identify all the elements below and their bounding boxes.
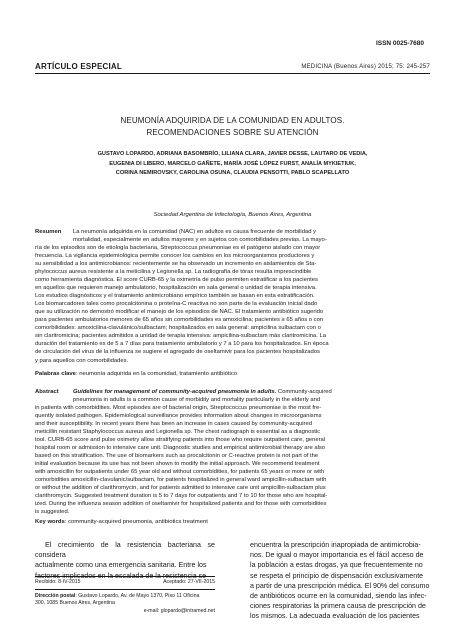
abstract-line: with amoxicillin for outpatients under 65 year old and without comorbidities, for patients 65 years or more or with bbox=[35, 469, 325, 476]
body-line: ciones respiratorias la primera causa de prescripción de bbox=[250, 602, 426, 611]
abstract-line: comorbidities amoxicillin-clavulanic/sulbactam, for patients hospitalized in general ward ampicillin-sulbactam with bbox=[35, 477, 327, 484]
resumen-line: sin claritromicina; pacientes admitidos a unidad de terapia intensiva: ampicilina-sulbactam más claritromicina. La bbox=[35, 333, 327, 340]
issn: ISSN 0025-7680 bbox=[375, 40, 424, 47]
body-line: actualmente como una emergencia sanitaria. Entre los bbox=[35, 561, 207, 570]
resumen-line: y para aquellos con comorbilidades. bbox=[35, 357, 129, 364]
author-list bbox=[35, 150, 430, 179]
body-line: nos. De igual o mayor importancia es el fácil acceso de bbox=[250, 551, 424, 560]
affiliation: Sociedad Argentina de Infectología, Buenos Aires, Argentina bbox=[153, 212, 312, 218]
resumen-line: Los biomarcadores tales como procalcitonina o proteína-C reactiva no son parte de la evaluación inicial dado bbox=[35, 301, 318, 308]
key-words-text: : community-acquired pneumonia, antibiotics treatment bbox=[64, 519, 208, 525]
dates-row bbox=[35, 579, 215, 588]
body-line: factores implicados en la escalada de la resistencia se bbox=[35, 571, 207, 580]
body-line: de antibióticos ocurre en la comunidad, siendo las infec- bbox=[250, 592, 427, 601]
body-line: los mismos. La adecuada evaluación de los pacientes bbox=[250, 612, 420, 621]
abstract-title: Guidelines for management of community-acquired pneumonia in adults. bbox=[73, 389, 277, 395]
abstract-line: meticillin resistant Staphylococcus aureus and Legionella sp. The chest radiograph is essential as a diagnostic bbox=[35, 429, 321, 436]
body-line: a partir de una prescripción médica. El 90% del consumo bbox=[250, 581, 430, 590]
abstract-line: and their susceptibility. In recent years there has been an increase in cases caused by community-acquired bbox=[35, 421, 312, 428]
abstract-block bbox=[35, 388, 430, 517]
abstract-line: is suggested. bbox=[35, 509, 70, 516]
postal-address-line bbox=[35, 593, 215, 600]
body-line: se respeta el principio de dispensación exclusivamente bbox=[250, 571, 424, 580]
abstract-line: Community-acquired bbox=[276, 389, 332, 395]
palabras-clave-label: Palabras clave bbox=[35, 371, 76, 377]
resumen-line: phylococcus aureus resistente a la meticilina y Legionella sp. La radiografía de tórax resulta imprescindible bbox=[35, 269, 312, 276]
resumen-line: como herramienta diagnóstica. El score CURB-65 y la oximetría de pulso permiten estratificar a los pacientes bbox=[35, 277, 318, 284]
resumen-line: Los estudios diagnósticos y el tratamiento antimicrobiano empírico también se basan en esta estratificación. bbox=[35, 293, 315, 300]
resumen-line: ría de los episodios son de etiología bacteriana, Streptococcus pneumoniae es el patógeno aislado con mayor bbox=[35, 245, 321, 252]
abstract-line: hospital room or admission to intensive care unit. Diagnostic studies and empirical antimicrobial therapy are also bbox=[35, 445, 326, 452]
section-label: ARTÍCULO ESPECIAL bbox=[35, 62, 122, 71]
abstract-line: pneumonia in adults is a common cause of morbidity and mortality particularly in the elderly and bbox=[73, 397, 321, 404]
resumen-label: Resumen bbox=[35, 229, 62, 235]
abstract-line: in patients with comorbidities. Most episodes are of bacterial origin, Streptococcus pneumoniae is the most fre- bbox=[35, 405, 322, 412]
abstract-first-line bbox=[35, 388, 430, 396]
resumen-line: frecuencia. La vigilancia epidemiológica permite conocer los cambios en los microorganismos productores y bbox=[35, 253, 315, 260]
resumen-line: comorbilidades: amoxicilina-clavulánico/sulbactam; hospitalizados en sala general: ampicilina sulbactam con o bbox=[35, 325, 321, 332]
key-words bbox=[35, 519, 430, 525]
abstract-line: quently isolated pathogen. Epidemiological surveillance provides information about changes in microorganisms bbox=[35, 413, 322, 420]
postal-line: 300, 1085 Buenos Aires, Argentina bbox=[35, 600, 115, 607]
resumen-first-line bbox=[35, 228, 430, 236]
email: e-mail: glopardo@intramed.net bbox=[143, 607, 215, 614]
abstract-label: Abstract bbox=[35, 389, 59, 395]
abstract-line: based on this stratification. The use of biomarkers such as procalcitonin or C-reactive protein is not part of the bbox=[35, 453, 319, 460]
postal-label: Dirección postal bbox=[35, 593, 76, 599]
body-right-column bbox=[250, 540, 430, 622]
body-line: la población a estas drogas, ya que frecuentemente no bbox=[250, 561, 423, 570]
resumen-line: su sensibilidad a los antimicrobianos: recientemente se ha observado un incremento en aislamientos de Sta- bbox=[35, 261, 317, 268]
body-line: encuentra la prescripción inapropiada de antimicrobia- bbox=[250, 541, 421, 549]
abstract-line: ized. During the influenza season addition of oseltamivir for hospitalized patients and for those with comorbidities bbox=[35, 501, 327, 508]
resumen-line: de circulación del virus de la influenza se sugiere el agregado de oseltamivir para los pacientes hospitalizados bbox=[35, 349, 320, 356]
author-line: CORINA NEMIROVSKY, CAROLINA OSUNA, CLAUDIA PENSOTTI, PABLO SCAPELLATO bbox=[115, 170, 350, 177]
received-date: Recibido: 8-IV-2015 bbox=[35, 579, 81, 585]
resumen-line: en aquellos que requieren manejo ambulatorio, hospitalización en sala general o unidad de terapia intensiva. bbox=[35, 285, 317, 292]
postal-line: : Gustavo Lopardo, Av. de Mayo 1370, Piso 11 Oficina bbox=[75, 593, 200, 599]
resumen-line: que su utilización no demostró modificar el manejo de los episodios de NAC. El tratamiento antibiótico sugerido bbox=[35, 309, 324, 316]
body-line: El crecimiento de la resistencia bacteriana se considera bbox=[35, 541, 215, 560]
title-line: NEUMONÍA ADQUIRIDA DE LA COMUNIDAD EN ADULTOS. bbox=[120, 116, 345, 125]
section-header bbox=[35, 62, 430, 74]
abstract-line: or without the addition of clarithromycin, and for patients admitted to intensive care unit ampicillin-sulbactam plus bbox=[35, 485, 326, 492]
resumen-line: mortalidad, especialmente en adultos mayores y en sujetos con comorbilidades previas. La mayo- bbox=[73, 237, 327, 244]
journal-citation: MEDICINA (Buenos Aires) 2015; 75: 245-257 bbox=[301, 64, 430, 70]
footnotes bbox=[35, 579, 215, 615]
accepted-date: Aceptado: 27-VII-2015 bbox=[163, 579, 215, 585]
palabras-clave-text: : neumonía adquirida en la comunidad, tratamiento antibiótico bbox=[75, 371, 238, 377]
abstract-line: clarithromycin. Suggested treatment duration is 5 to 7 days for outpatients and 7 to 10 for those who are hospital- bbox=[35, 493, 328, 500]
resumen-line: para pacientes ambulatorios menores de 65 años sin comorbilidades es amoxicilina; pacientes ≥ 65 años o con bbox=[35, 317, 324, 324]
abstract-line: tool. CURB-65 score and pulse oximetry allow stratifying patients into those who require outpatient care, general bbox=[35, 437, 326, 444]
resumen-line: La neumonía adquirida en la comunidad (NAC) en adultos es causa frecuente de morbilidad y bbox=[73, 229, 316, 235]
palabras-clave bbox=[35, 371, 430, 377]
author-line: GUSTAVO LOPARDO, ADRIANA BASOMBRÍO, LILIANA CLARA, JAVIER DESSE, LAUTARO DE VEDIA, bbox=[97, 151, 368, 157]
footnote-rule bbox=[35, 576, 215, 577]
author-line: EUGENIA DI LIBERO, MARCELO GAÑETE, MARÍA JOSÉ LÓPEZ FURST, ANALÍA MYKIETIUK, bbox=[109, 160, 356, 167]
resumen-block bbox=[35, 228, 430, 365]
body-left-column bbox=[35, 540, 215, 581]
title-line: RECOMENDACIONES SOBRE SU ATENCIÓN bbox=[146, 128, 319, 137]
resumen-line: duración del tratamiento es de 5 a 7 días para tratamiento ambulatorio y 7 a 10 para los hospitalizados. En época bbox=[35, 341, 329, 348]
footnote-divider bbox=[35, 589, 215, 590]
abstract-line: initial evaluation because its use has not been shown to modify the initial approach. We recommend treatment bbox=[35, 461, 320, 468]
article-title bbox=[35, 115, 430, 139]
key-words-label: Key words bbox=[35, 519, 65, 525]
